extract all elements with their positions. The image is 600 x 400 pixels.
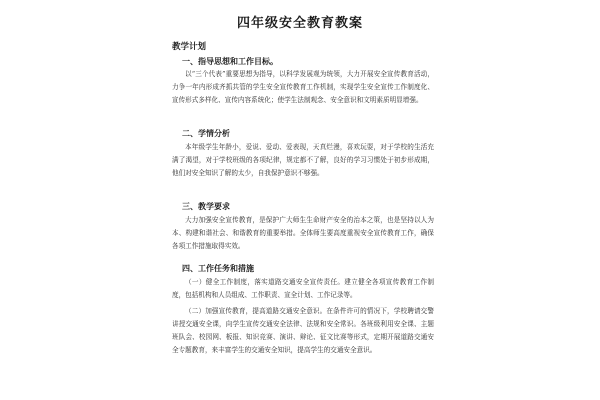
section-4-paragraph-1: （一）健全工作制度，落实道路交通安全宣传责任。建立健全各项宣传教育工作制度，包括机构和人员组成、工作职责、宣全计划、工作记录等。 <box>172 278 434 300</box>
section-heading-4: 四、工作任务和措施 <box>182 264 254 273</box>
section-heading-1: 一、指导思想和工作目标。 <box>182 57 278 66</box>
section-3-paragraph: 大力加强安全宣传教育，是保护广大师生生命财产安全的治本之策，也是坚持以人为本、构建和谐社会、和谐教育的重要举措。全体师生要高度重视安全宣传教育工作，确保各项工作措施取得实效。 <box>172 216 434 251</box>
section-heading-2: 二、学情分析 <box>182 129 230 138</box>
section-4-paragraph-2: （二）加强宣传教育，提高道路交通安全意识。在条件许可的情况下，学校聘请交警讲授交通安全课，向学生宣传交通安全法律、法规和安全常识。各班级利用安全课、主题班队会、校园网、板报、知识竞赛、演讲、辩论、征文比赛等形式，定期开展道路交通安全专题教育，来丰富学生的交通安全知识，提高学生的交通安全意识。 <box>172 307 434 355</box>
plan-subtitle: 教学计划 <box>172 42 207 52</box>
section-1-paragraph: 以“三个代表”重要思想为指导，以科学发展观为统领，大力开展安全宣传教育活动，力争一年内形成齐抓共管的学生安全宣传教育工作机制，实现学生安全宣传工作制度化、宣传形式多样化、宣传内容系统化；使学生法制观念、安全意识和文明素质明显增强。 <box>172 70 434 105</box>
section-2-paragraph: 本年级学生年龄小，爱说、爱动、爱表现，天真烂漫，喜欢玩耍，对于学校的生活充满了渴望，对于学校班级的各项纪律，规定都不了解，良好的学习习惯处于初步形成期，他们对安全知识了解的太少，自我保护意识不够强。 <box>172 143 434 178</box>
section-heading-3: 三、教学要求 <box>182 202 230 211</box>
page-title: 四年级安全教育教案 <box>236 16 363 31</box>
